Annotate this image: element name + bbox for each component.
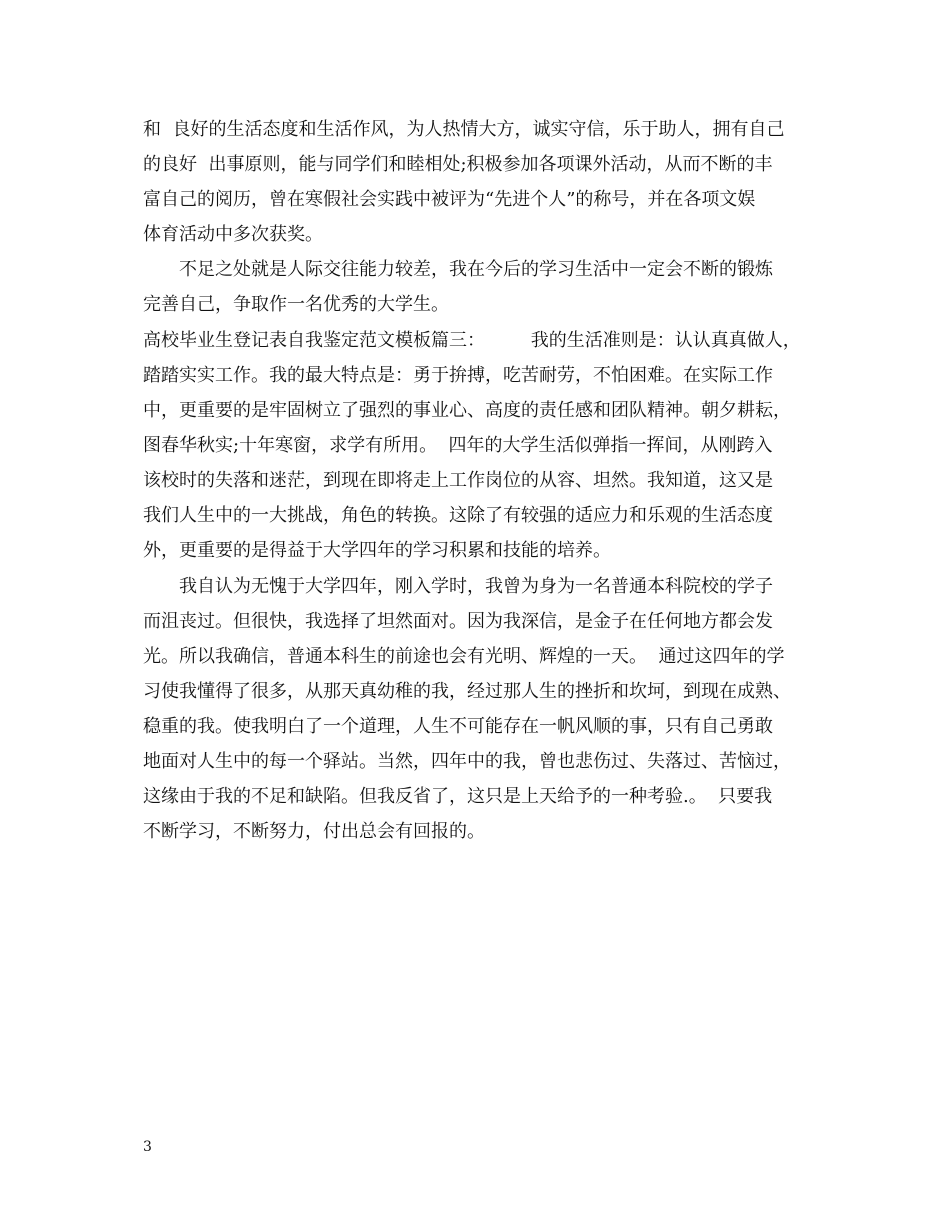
text-line: 踏踏实实工作。我的最大特点是：勇于拚搏，吃苦耐劳，不怕困难。在实际工作 xyxy=(143,365,773,386)
text-line: 图春华秋实;十年寒窗，求学有所用。 四年的大学生活似弹指一挥间，从刚跨入 xyxy=(143,435,773,456)
text-line: 完善自己，争取作一名优秀的大学生。 xyxy=(143,294,449,315)
text-line: 习使我懂得了很多，从那天真幼稚的我，经过那人生的挫折和坎坷，到现在成熟、 xyxy=(143,681,791,702)
text-line: 我们人生中的一大挑战，角色的转换。这除了有较强的适应力和乐观的生活态度 xyxy=(143,505,773,526)
text-line: 体育活动中多次获奖。 xyxy=(143,224,323,245)
text-line: 而沮丧过。但很快，我选择了坦然面对。因为我深信，是金子在任何地方都会发 xyxy=(143,611,773,632)
text-line: 该校时的失落和迷茫，到现在即将走上工作岗位的从容、坦然。我知道，这又是 xyxy=(143,470,773,491)
text-line: 高校毕业生登记表自我鉴定范文模板篇三： 我的生活准则是：认认真真做人， xyxy=(143,330,801,351)
text-line: 外，更重要的是得益于大学四年的学习积累和技能的培养。 xyxy=(143,540,611,561)
text-line: 这缘由于我的不足和缺陷。但我反省了，这只是上天给予的一种考验.。 只要我 xyxy=(143,786,773,807)
text-line: 和 良好的生活态度和生活作风，为人热情大方，诚实守信，乐于助人，拥有自己 xyxy=(143,119,785,140)
text-line: 富自己的阅历，曾在寒假社会实践中被评为“先进个人”的称号，并在各项文娱 xyxy=(143,189,756,210)
text-line: 光。所以我确信，普通本科生的前途也会有光明、辉煌的一天。 通过这四年的学 xyxy=(143,646,785,667)
text-line: 不断学习，不断努力，付出总会有回报的。 xyxy=(143,821,485,842)
text-line: 中，更重要的是牢固树立了强烈的事业心、高度的责任感和团队精神。朝夕耕耘， xyxy=(143,400,791,421)
text-line: 的良好 出事原则，能与同学们和睦相处;积极参加各项课外活动，从而不断的丰 xyxy=(143,154,773,175)
text-line: 稳重的我。使我明白了一个道理，人生不可能存在一帆风顺的事，只有自己勇敢 xyxy=(143,716,773,737)
text-line: 不足之处就是人际交往能力较差，我在今后的学习生活中一定会不断的锻炼 xyxy=(179,259,773,280)
text-line: 我自认为无愧于大学四年，刚入学时，我曾为身为一名普通本科院校的学子 xyxy=(179,576,773,597)
text-line: 地面对人生中的每一个驿站。当然，四年中的我，曾也悲伤过、失落过、苦恼过， xyxy=(143,751,791,772)
page-number: 3 xyxy=(143,1139,152,1155)
